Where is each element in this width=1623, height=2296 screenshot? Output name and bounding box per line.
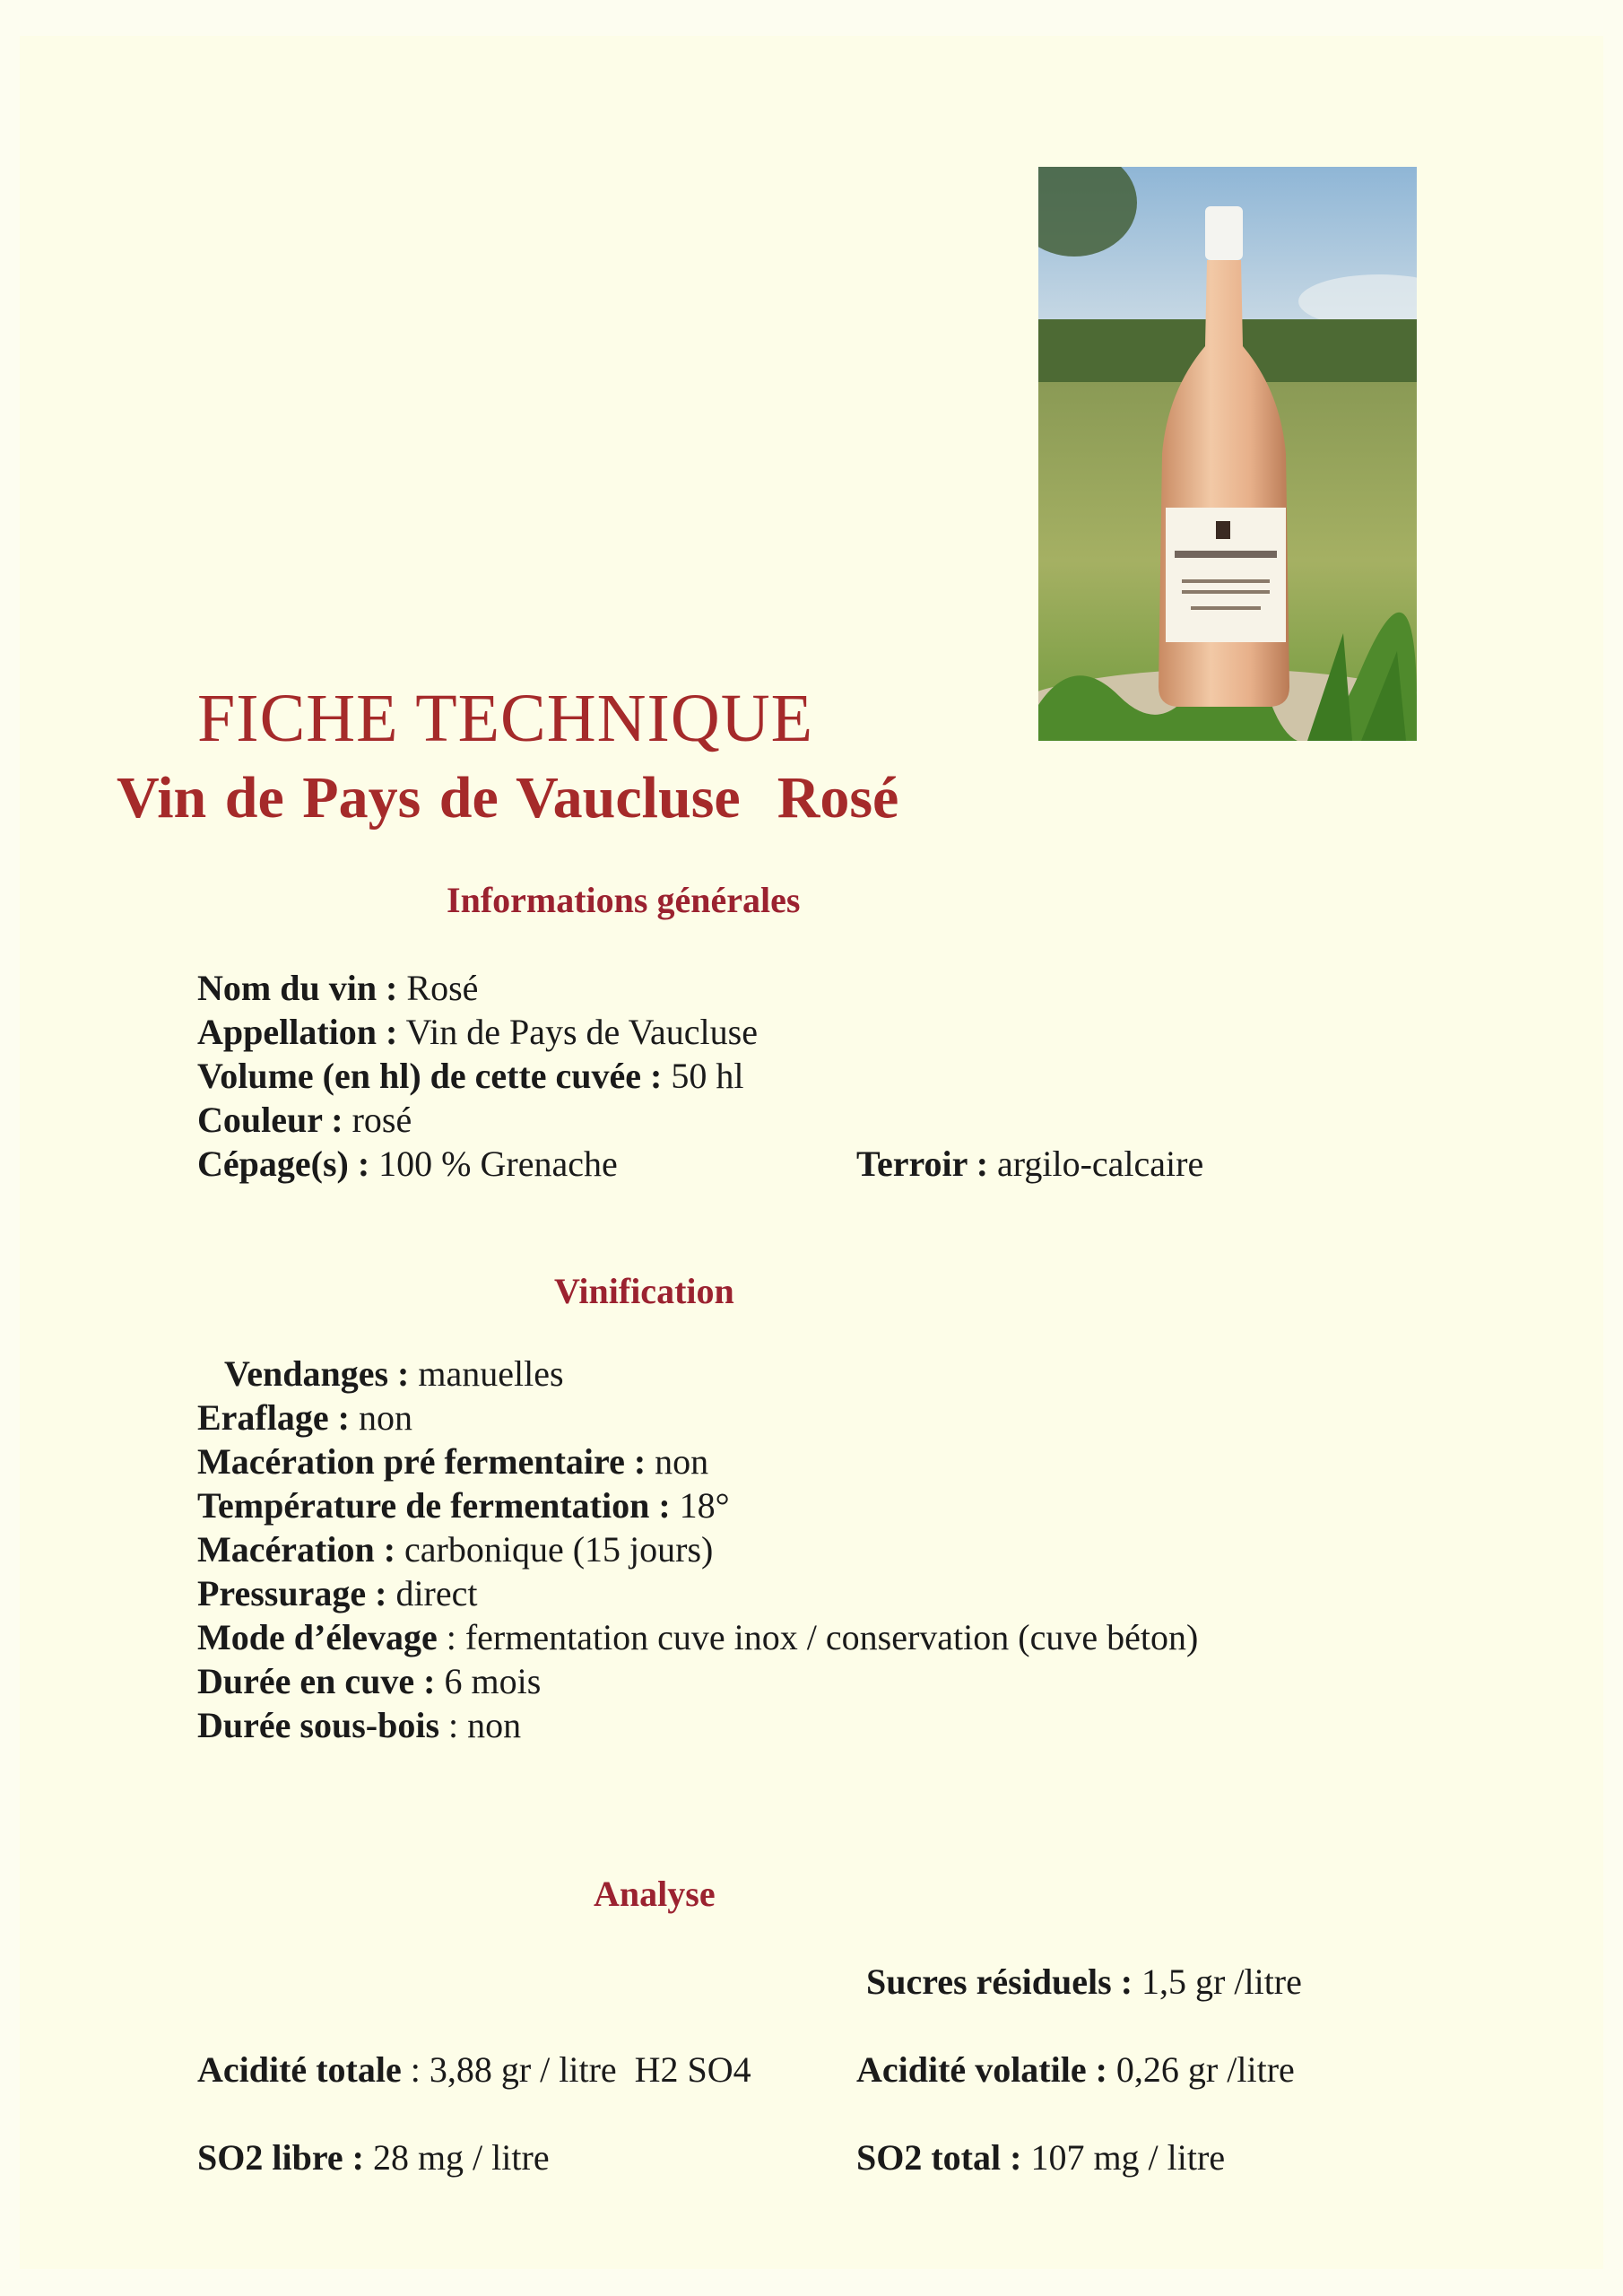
info-volume-value: 50 hl xyxy=(662,1056,744,1096)
info-cepage-value: 100 % Grenache xyxy=(369,1144,618,1184)
vin-temperature xyxy=(197,1485,730,1526)
vin-duree-bois-label: Durée sous-bois xyxy=(197,1705,440,1745)
vin-elevage-label: Mode d’élevage xyxy=(197,1617,438,1657)
vin-duree-cuve-label: Durée en cuve : xyxy=(197,1661,436,1701)
info-appellation-value: Vin de Pays de Vaucluse xyxy=(397,1012,758,1052)
section-heading-vinification: Vinification xyxy=(554,1271,734,1311)
ana-so2-total xyxy=(856,2137,1226,2178)
vin-temperature-value: 18° xyxy=(670,1485,730,1526)
vin-temperature-label: Température de fermentation : xyxy=(197,1485,671,1526)
vin-eraflage-label: Eraflage : xyxy=(197,1397,350,1438)
ana-acidite-volatile-value: 0,26 gr /litre xyxy=(1107,2049,1295,2090)
vin-maceration-pre xyxy=(197,1441,709,1482)
ana-sucres-value: 1,5 gr /litre xyxy=(1133,1961,1302,2002)
info-appellation-label: Appellation : xyxy=(197,1012,398,1052)
info-terroir-value: argilo-calcaire xyxy=(988,1144,1204,1184)
ana-sucres-label: Sucres résiduels : xyxy=(866,1961,1133,2002)
ana-acidite-volatile-label: Acidité volatile : xyxy=(856,2049,1107,2090)
ana-acidite-totale xyxy=(197,2049,751,2090)
info-volume xyxy=(197,1058,744,1094)
info-volume-label: Volume (en hl) de cette cuvée : xyxy=(197,1056,663,1096)
vin-maceration-value: carbonique (15 jours) xyxy=(395,1529,714,1570)
wine-bottle-photo xyxy=(1038,167,1417,741)
vin-duree-cuve xyxy=(197,1661,542,1701)
vin-elevage xyxy=(197,1617,1199,1657)
vin-duree-bois-value: : non xyxy=(439,1705,522,1745)
info-couleur-label: Couleur : xyxy=(197,1100,343,1140)
ana-so2-libre-label: SO2 libre : xyxy=(197,2137,364,2178)
vin-vendanges-label: Vendanges : xyxy=(224,1353,410,1394)
vin-pressurage xyxy=(197,1573,478,1613)
vin-maceration-label: Macération : xyxy=(197,1529,396,1570)
ana-acidite-totale-value: : 3,88 gr / litre H2 SO4 xyxy=(401,2049,751,2090)
vin-vendanges xyxy=(224,1353,564,1394)
wine-bottle-image xyxy=(1038,167,1417,741)
ana-so2-total-value: 107 mg / litre xyxy=(1021,2137,1226,2178)
ana-acidite-totale-label: Acidité totale xyxy=(197,2049,402,2090)
info-terroir xyxy=(856,1146,1203,1182)
ana-so2-libre xyxy=(197,2137,550,2178)
vin-duree-bois xyxy=(197,1705,522,1745)
info-nom-value: Rosé xyxy=(397,968,479,1008)
ana-sucres xyxy=(866,1961,1302,2002)
vin-elevage-value: : fermentation cuve inox / conservation (cuve béton) xyxy=(437,1617,1199,1657)
vin-duree-cuve-value: 6 mois xyxy=(435,1661,542,1701)
vin-maceration-pre-label: Macération pré fermentaire : xyxy=(197,1441,647,1482)
ana-so2-total-label: SO2 total : xyxy=(856,2137,1022,2178)
info-couleur-value: rosé xyxy=(343,1100,412,1140)
info-terroir-label: Terroir : xyxy=(856,1144,989,1184)
ana-acidite-volatile xyxy=(856,2049,1295,2090)
section-heading-general: Informations générales xyxy=(447,880,801,920)
ana-so2-libre-value: 28 mg / litre xyxy=(363,2137,550,2178)
vin-maceration xyxy=(197,1529,714,1570)
info-nom xyxy=(197,970,478,1006)
vin-pressurage-value: direct xyxy=(386,1573,478,1613)
vin-pressurage-label: Pressurage : xyxy=(197,1573,387,1613)
info-couleur xyxy=(197,1102,412,1138)
info-cepage-label: Cépage(s) : xyxy=(197,1144,370,1184)
vin-maceration-pre-value: non xyxy=(646,1441,709,1482)
info-cepage xyxy=(197,1146,618,1182)
info-nom-label: Nom du vin : xyxy=(197,968,398,1008)
vin-vendanges-value: manuelles xyxy=(409,1353,564,1394)
page-subtitle: Vin de Pays de Vaucluse Rosé xyxy=(117,765,899,831)
page-title: FICHE TECHNIQUE xyxy=(197,681,814,756)
vin-eraflage xyxy=(197,1397,412,1438)
section-heading-analyse: Analyse xyxy=(594,1874,716,1914)
vin-eraflage-value: non xyxy=(349,1397,412,1438)
info-appellation xyxy=(197,1014,758,1050)
